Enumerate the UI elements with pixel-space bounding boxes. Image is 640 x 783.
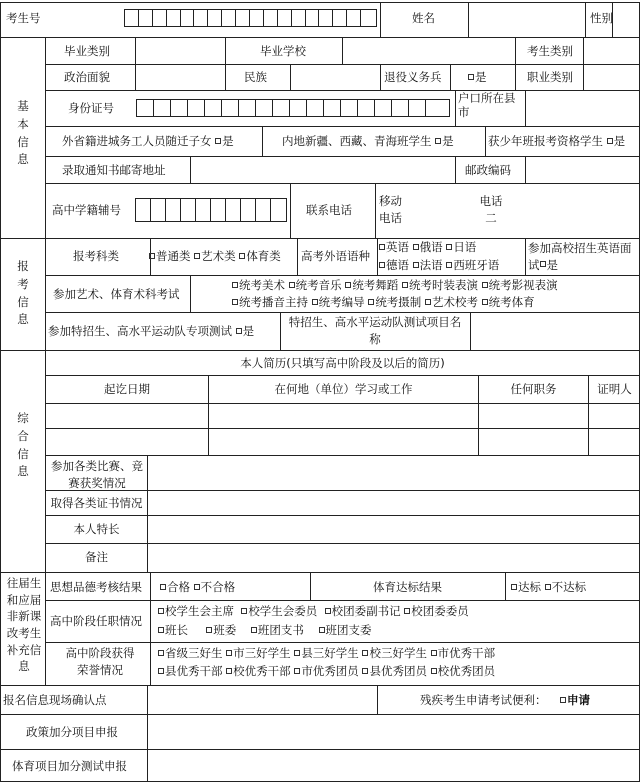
posts-options-row2[interactable]: 班长 班委 班团支书 班团支委: [158, 623, 372, 637]
eng-interview-option[interactable]: 参加高校招生英语面试 是: [528, 241, 632, 272]
certs-label: 取得各类证书情况: [50, 496, 143, 510]
gender-label: 性别: [590, 11, 613, 25]
postcode-label: 邮政编码: [465, 163, 511, 177]
moral-label: 思想品德考核结果: [50, 580, 142, 594]
moral-options[interactable]: 合格 不合格: [160, 580, 235, 594]
confirm-point-label: 报名信息现场确认点: [3, 693, 107, 707]
xinjiang-class-checkbox[interactable]: 内地新疆、西藏、青海班学生 是: [282, 134, 454, 148]
sports-bonus-label: 体育项目加分测试申报: [12, 759, 127, 773]
id-number-boxes[interactable]: [136, 99, 450, 117]
special-items-label: 特招生、高水平运动队测试项目名称: [288, 315, 462, 346]
exam-number-label: 考生号: [6, 11, 41, 25]
policy-bonus-label: 政策加分项目申报: [26, 725, 118, 739]
section-extra-info: 往届生和应届非新课改考生补充信息: [6, 576, 42, 674]
career-type-label: 职业类别: [527, 70, 573, 84]
hukou-label: 户口所在县市: [458, 91, 516, 120]
mobile-label: 移动电话: [379, 194, 402, 225]
category-options[interactable]: 普通类 艺术类 体育类: [149, 249, 281, 263]
ethnicity-label: 民族: [244, 70, 267, 84]
exam-number-boxes[interactable]: [124, 9, 377, 27]
student-number-boxes[interactable]: [135, 198, 287, 222]
section-basic-info: 基本信息: [17, 99, 29, 167]
lang-options-row2[interactable]: 德语 法语 西班牙语: [379, 258, 499, 272]
posts-label: 高中阶段任职情况: [50, 614, 142, 628]
exam-type-label: 考生类别: [527, 44, 573, 58]
arts-options-row2[interactable]: 统考播音主持 统考编导 统考摄制 艺术校考 统考体育: [232, 295, 535, 309]
resume-col-role: 任何职务: [510, 382, 557, 396]
student-number-label: 高中学籍辅号: [52, 203, 121, 217]
section-overall-info: 综合信息: [17, 411, 29, 479]
foreign-lang-label: 高考外语语种: [301, 249, 370, 263]
resume-col-where: 在何地（单位）学习或工作: [274, 382, 413, 396]
honors-options-row1[interactable]: 省级三好生 市三好学生 县三好学生 校三好学生 市优秀干部: [158, 646, 495, 660]
posts-options-row1[interactable]: 校学生会主席 校学生会委员 校团委副书记 校团委委员: [158, 604, 469, 618]
arts-options-row1[interactable]: 统考美术 统考音乐 统考舞蹈 统考时装表演 统考影视表演: [232, 278, 558, 292]
youth-class-checkbox[interactable]: 获少年班报考资格学生 是: [488, 134, 626, 148]
mail-address-label: 录取通知书邮寄地址: [62, 163, 166, 177]
grad-school-label: 毕业学校: [260, 44, 306, 58]
grad-type-label: 毕业类别: [64, 44, 110, 58]
migrant-child-checkbox[interactable]: 外省籍进城务工人员随迁子女 是: [62, 134, 234, 148]
disabled-accommodation-label: 残疾考生申请考试便利：: [420, 693, 547, 707]
lang-options-row1[interactable]: 英语 俄语 日语: [379, 240, 476, 254]
arts-exam-label: 参加艺术、体育术科考试: [53, 287, 180, 301]
veteran-yes-checkbox[interactable]: 是: [468, 70, 487, 84]
special-test-option[interactable]: 参加特招生、高水平运动队专项测试 是: [48, 324, 255, 338]
pe-options[interactable]: 达标 不达标: [511, 580, 586, 594]
name-label: 姓名: [412, 11, 435, 25]
awards-label: 参加各类比赛、竞赛获奖情况: [51, 459, 143, 490]
honors-label: 高中阶段获得荣誉情况: [65, 646, 135, 678]
veteran-label: 退役义务兵: [384, 70, 442, 84]
category-label: 报考科类: [73, 249, 119, 263]
honors-options-row2[interactable]: 县优秀干部 校优秀干部 市优秀团员 县优秀团员 校优秀团员: [158, 664, 495, 678]
resume-title: 本人简历(只填写高中阶段及以后的简历): [240, 356, 445, 370]
resume-col-dates: 起讫日期: [104, 382, 150, 396]
resume-col-witness: 证明人: [597, 382, 632, 396]
remarks-label: 备注: [85, 550, 108, 564]
specialty-label: 本人特长: [73, 522, 120, 536]
phone2-label: 电话二: [479, 194, 503, 225]
pe-label: 体育达标结果: [373, 580, 442, 594]
section-apply-info: 报考信息: [17, 259, 29, 327]
id-number-label: 身份证号: [68, 101, 114, 115]
contact-label: 联系电话: [306, 203, 352, 217]
accommodation-apply-checkbox[interactable]: 申请: [560, 693, 590, 707]
politics-label: 政治面貌: [64, 70, 110, 84]
